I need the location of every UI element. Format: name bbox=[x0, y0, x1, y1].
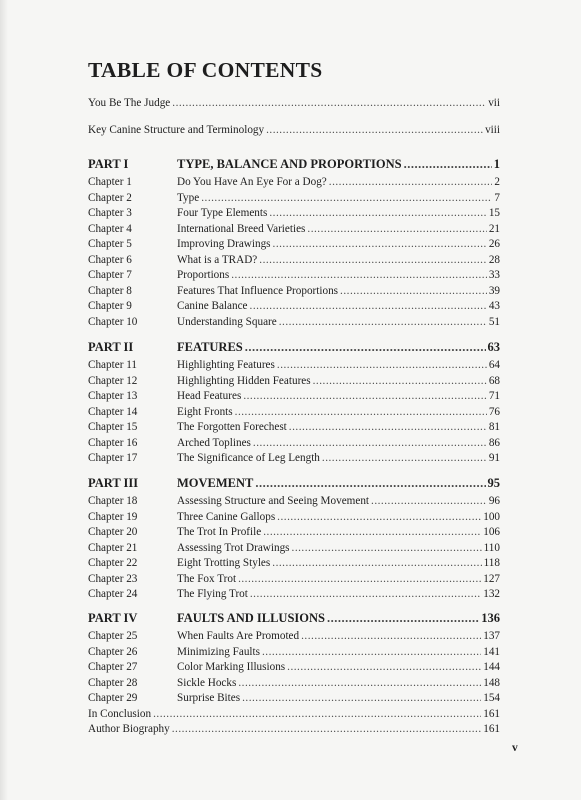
entry-page: 51 bbox=[488, 315, 500, 328]
part-heading[interactable] bbox=[88, 157, 500, 172]
leader-dots bbox=[371, 494, 487, 509]
entry-label: Chapter 25 bbox=[88, 630, 138, 642]
leader-dots bbox=[201, 191, 492, 206]
entry-page: 154 bbox=[483, 692, 500, 705]
entry-title: Do You Have An Eye For a Dog? bbox=[177, 176, 327, 188]
entry-title: Minimizing Faults bbox=[177, 645, 260, 658]
chapter-entry[interactable] bbox=[88, 268, 500, 283]
entry-label: Chapter 12 bbox=[88, 374, 138, 387]
chapter-entry[interactable] bbox=[88, 389, 500, 404]
entry-page: 76 bbox=[488, 405, 500, 418]
entry-label: Chapter 3 bbox=[88, 207, 132, 220]
entry-title: FAULTS AND ILLUSIONS bbox=[177, 611, 325, 625]
leader-dots bbox=[153, 707, 481, 722]
entry-title: What is a TRAD? bbox=[177, 253, 258, 266]
entry-page: 110 bbox=[483, 541, 500, 554]
back-matter-entry[interactable] bbox=[88, 707, 500, 722]
entry-title: Color Marking Illusions bbox=[177, 661, 286, 674]
leader-dots bbox=[172, 722, 481, 737]
entry-title: The Flying Trot bbox=[177, 588, 248, 601]
entry-label: Chapter 15 bbox=[88, 421, 138, 434]
leader-dots bbox=[238, 676, 481, 691]
entry-title: MOVEMENT bbox=[177, 476, 254, 490]
entry-page: 127 bbox=[483, 572, 500, 585]
entry-label: Chapter 16 bbox=[88, 436, 138, 449]
entry-label: Chapter 7 bbox=[88, 269, 132, 282]
leader-dots bbox=[263, 525, 481, 540]
entry-title: Eight Fronts bbox=[177, 405, 233, 418]
entry-page: 39 bbox=[488, 284, 500, 297]
entry-page: 86 bbox=[488, 436, 500, 449]
entry-page: vii bbox=[488, 97, 500, 109]
entry-page: 132 bbox=[483, 588, 500, 601]
leader-dots bbox=[272, 556, 481, 571]
entry-title: Highlighting Hidden Features bbox=[177, 374, 311, 387]
entry-title: In Conclusion bbox=[88, 707, 152, 720]
chapter-entry[interactable] bbox=[88, 510, 500, 525]
entry-page: 161 bbox=[483, 723, 500, 736]
leader-dots bbox=[340, 284, 487, 299]
chapter-entry[interactable] bbox=[88, 315, 500, 330]
entry-label: Chapter 21 bbox=[88, 541, 138, 554]
leader-dots bbox=[279, 315, 487, 330]
leader-dots bbox=[404, 157, 492, 172]
chapter-entry[interactable] bbox=[88, 405, 500, 420]
leader-dots bbox=[253, 436, 487, 451]
entry-label: Chapter 4 bbox=[88, 222, 132, 235]
entry-label: Chapter 6 bbox=[88, 253, 132, 266]
entry-label: Chapter 18 bbox=[88, 495, 138, 507]
chapter-entry[interactable] bbox=[88, 645, 500, 660]
entry-title: Type bbox=[177, 191, 200, 204]
leader-dots bbox=[322, 451, 487, 466]
chapter-entry[interactable] bbox=[88, 222, 500, 237]
entry-page: 26 bbox=[488, 238, 500, 251]
chapter-entry[interactable] bbox=[88, 358, 500, 373]
leader-dots bbox=[287, 660, 481, 675]
entry-page: 161 bbox=[483, 707, 500, 720]
entry-label: PART IV bbox=[88, 611, 138, 625]
part-heading[interactable] bbox=[88, 340, 500, 355]
entry-title: Assessing Structure and Seeing Movement bbox=[177, 495, 370, 507]
entry-label: Chapter 24 bbox=[88, 588, 138, 601]
chapter-entry[interactable] bbox=[88, 691, 500, 706]
entry-title: Three Canine Gallops bbox=[177, 510, 276, 523]
entry-title: Surprise Bites bbox=[177, 692, 241, 705]
entry-page: 81 bbox=[488, 421, 500, 434]
chapter-entry[interactable] bbox=[88, 541, 500, 556]
entry-label: Chapter 11 bbox=[88, 359, 137, 371]
entry-title: FEATURES bbox=[177, 340, 243, 354]
chapter-entry[interactable] bbox=[88, 175, 500, 190]
chapter-entry[interactable] bbox=[88, 206, 500, 221]
entry-title: Assessing Trot Drawings bbox=[177, 541, 290, 554]
entry-title: Highlighting Features bbox=[177, 359, 275, 371]
leader-dots bbox=[242, 691, 481, 706]
entry-page: 148 bbox=[483, 676, 500, 689]
entry-page: 2 bbox=[494, 176, 500, 188]
entry-title: Canine Balance bbox=[177, 300, 248, 313]
entry-page: 137 bbox=[483, 630, 500, 642]
chapter-entry[interactable] bbox=[88, 374, 500, 389]
leader-dots bbox=[266, 123, 483, 138]
leader-dots bbox=[255, 476, 485, 491]
leader-dots bbox=[262, 645, 481, 660]
chapter-entry[interactable] bbox=[88, 451, 500, 466]
leader-dots bbox=[329, 175, 493, 190]
front-matter-entry[interactable] bbox=[88, 123, 500, 138]
entry-label: Chapter 14 bbox=[88, 405, 138, 418]
entry-title: Sickle Hocks bbox=[177, 676, 237, 689]
chapter-entry[interactable] bbox=[88, 676, 500, 691]
entry-page: 43 bbox=[488, 300, 500, 313]
leader-dots bbox=[231, 268, 487, 283]
leader-dots bbox=[277, 510, 481, 525]
entry-page: 136 bbox=[481, 611, 500, 625]
entry-label: Chapter 26 bbox=[88, 645, 138, 658]
page-title: TABLE OF CONTENTS bbox=[88, 58, 323, 82]
entry-label: Chapter 23 bbox=[88, 572, 138, 585]
leader-dots bbox=[273, 237, 487, 252]
leader-dots bbox=[307, 222, 486, 237]
chapter-entry[interactable] bbox=[88, 237, 500, 252]
entry-title: The Trot In Profile bbox=[177, 526, 262, 539]
entry-page: 63 bbox=[487, 340, 500, 354]
entry-page: viii bbox=[485, 124, 500, 136]
entry-page: 68 bbox=[488, 374, 500, 387]
entry-label: Chapter 8 bbox=[88, 284, 132, 297]
entry-title: TYPE, BALANCE AND PROPORTIONS bbox=[177, 157, 402, 171]
entry-page: 28 bbox=[488, 253, 500, 266]
chapter-entry[interactable] bbox=[88, 525, 500, 540]
leader-dots bbox=[313, 374, 487, 389]
entry-label: Chapter 9 bbox=[88, 300, 132, 313]
chapter-entry[interactable] bbox=[88, 556, 500, 571]
chapter-entry[interactable] bbox=[88, 299, 500, 314]
entry-page: 15 bbox=[488, 207, 500, 220]
entry-title: International Breed Varieties bbox=[177, 222, 306, 235]
leader-dots bbox=[301, 629, 481, 644]
entry-title: Key Canine Structure and Terminology bbox=[88, 124, 265, 136]
chapter-entry[interactable] bbox=[88, 284, 500, 299]
leader-dots bbox=[235, 405, 487, 420]
leader-dots bbox=[238, 572, 481, 587]
entry-title: Four Type Elements bbox=[177, 207, 268, 220]
entry-label: Chapter 20 bbox=[88, 526, 138, 539]
chapter-entry[interactable] bbox=[88, 572, 500, 587]
entry-title: Proportions bbox=[177, 269, 230, 282]
chapter-entry[interactable] bbox=[88, 420, 500, 435]
entry-title: When Faults Are Promoted bbox=[177, 630, 300, 642]
entry-label: Chapter 17 bbox=[88, 452, 138, 465]
entry-label: Chapter 1 bbox=[88, 176, 132, 188]
entry-label: PART I bbox=[88, 157, 129, 171]
entry-title: Understanding Square bbox=[177, 315, 277, 328]
entry-title: Improving Drawings bbox=[177, 238, 271, 251]
entry-page: 91 bbox=[488, 452, 500, 465]
entry-label: Chapter 22 bbox=[88, 557, 138, 570]
entry-title: The Significance of Leg Length bbox=[177, 452, 320, 465]
leader-dots bbox=[292, 541, 482, 556]
leader-dots bbox=[250, 299, 487, 314]
leader-dots bbox=[172, 96, 486, 111]
entry-title: Arched Toplines bbox=[177, 436, 251, 449]
leader-dots bbox=[259, 253, 487, 268]
back-matter-entry[interactable] bbox=[88, 722, 500, 737]
entry-page: 100 bbox=[483, 510, 500, 523]
entry-title: Author Biography bbox=[88, 723, 170, 736]
entry-label: Chapter 28 bbox=[88, 676, 138, 689]
entry-label: Chapter 19 bbox=[88, 510, 138, 523]
entry-page: 33 bbox=[488, 269, 500, 282]
entry-page: 106 bbox=[483, 526, 500, 539]
leader-dots bbox=[327, 611, 479, 626]
entry-label: PART III bbox=[88, 476, 139, 490]
entry-title: Features That Influence Proportions bbox=[177, 284, 339, 297]
entry-title: You Be The Judge bbox=[88, 97, 171, 109]
entry-page: 96 bbox=[488, 495, 500, 507]
entry-label: Chapter 27 bbox=[88, 661, 138, 674]
entry-page: 118 bbox=[483, 557, 500, 570]
leader-dots bbox=[243, 389, 487, 404]
front-matter-entry[interactable] bbox=[88, 96, 500, 111]
leader-dots bbox=[269, 206, 486, 221]
part-heading[interactable] bbox=[88, 611, 500, 626]
leader-dots bbox=[289, 420, 487, 435]
chapter-entry[interactable] bbox=[88, 191, 500, 206]
entry-page: 21 bbox=[488, 222, 500, 235]
chapter-entry[interactable] bbox=[88, 494, 500, 509]
entry-page: 7 bbox=[494, 191, 500, 204]
page-folio: v bbox=[512, 742, 518, 754]
part-heading[interactable] bbox=[88, 476, 500, 491]
entry-label: Chapter 2 bbox=[88, 191, 132, 204]
entry-title: The Forgotten Forechest bbox=[177, 421, 287, 434]
entry-label: PART II bbox=[88, 340, 134, 354]
chapter-entry[interactable] bbox=[88, 436, 500, 451]
leader-dots bbox=[245, 340, 486, 355]
entry-label: Chapter 13 bbox=[88, 390, 138, 403]
entry-title: The Fox Trot bbox=[177, 572, 237, 585]
leader-dots bbox=[250, 587, 481, 602]
entry-page: 1 bbox=[493, 157, 500, 171]
chapter-entry[interactable] bbox=[88, 629, 500, 644]
chapter-entry[interactable] bbox=[88, 660, 500, 675]
entry-page: 144 bbox=[483, 661, 500, 674]
entry-page: 64 bbox=[488, 359, 500, 371]
entry-page: 95 bbox=[487, 476, 500, 490]
leader-dots bbox=[277, 358, 487, 373]
entry-label: Chapter 29 bbox=[88, 692, 138, 705]
entry-title: Head Features bbox=[177, 390, 242, 403]
chapter-entry[interactable] bbox=[88, 587, 500, 602]
entry-label: Chapter 5 bbox=[88, 238, 132, 251]
entry-page: 71 bbox=[488, 390, 500, 403]
chapter-entry[interactable] bbox=[88, 253, 500, 268]
page-edge-shadow bbox=[0, 0, 8, 800]
entry-title: Eight Trotting Styles bbox=[177, 557, 271, 570]
entry-label: Chapter 10 bbox=[88, 315, 138, 328]
entry-page: 141 bbox=[483, 645, 500, 658]
